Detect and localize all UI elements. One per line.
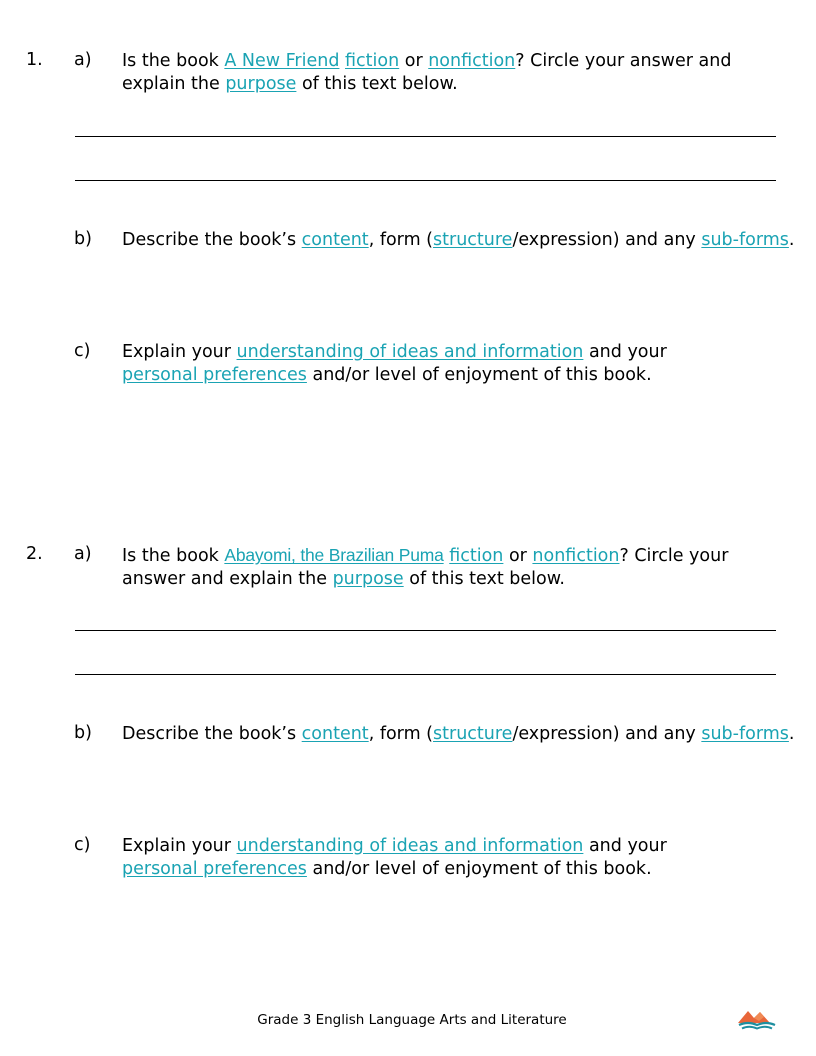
prompt-text: Is the book: [122, 51, 225, 71]
content-link[interactable]: content: [301, 230, 369, 250]
prompt-text: Explain your: [122, 836, 237, 856]
footer-text: Grade 3 English Language Arts and Literature: [257, 1012, 567, 1028]
answer-line[interactable]: [75, 630, 776, 631]
prompt-text: and/or level of enjoyment of this book.: [306, 365, 652, 385]
structure-link[interactable]: structure: [433, 724, 513, 744]
question-1c-prompt: [122, 341, 747, 387]
question-1b-letter: b): [74, 229, 92, 249]
fiction-link[interactable]: fiction: [345, 51, 400, 71]
content-link[interactable]: content: [301, 724, 369, 744]
question-2b-prompt: [122, 723, 802, 746]
structure-link[interactable]: structure: [433, 230, 513, 250]
prompt-text: and your: [583, 836, 667, 856]
prompt-text: /expression) and any: [512, 724, 702, 744]
personal-preferences-link[interactable]: personal preferences: [122, 859, 307, 879]
purpose-link[interactable]: purpose: [332, 569, 404, 589]
prompt-text: Describe the book’s: [122, 724, 302, 744]
answer-line[interactable]: [75, 674, 776, 675]
prompt-text: ? Circle your answer and explain the: [122, 546, 729, 589]
fiction-link[interactable]: fiction: [449, 546, 504, 566]
question-2a-letter: a): [74, 544, 92, 564]
answer-line[interactable]: [75, 180, 776, 181]
prompt-text: Explain your: [122, 342, 237, 362]
prompt-text: or: [399, 51, 429, 71]
prompt-text: , form (: [368, 230, 434, 250]
sub-forms-link[interactable]: sub-forms: [701, 230, 789, 250]
mountain-book-logo-icon: [736, 1006, 778, 1037]
sub-forms-link[interactable]: sub-forms: [701, 724, 789, 744]
question-2c-prompt: [122, 835, 747, 881]
understanding-link[interactable]: understanding of ideas and information: [236, 342, 584, 362]
nonfiction-link[interactable]: nonfiction: [532, 546, 620, 566]
answer-line[interactable]: [75, 136, 776, 137]
question-1c-letter: c): [74, 341, 91, 361]
question-2a-prompt: [122, 544, 782, 591]
question-1b-prompt: [122, 229, 802, 252]
prompt-text: or: [503, 546, 533, 566]
book-title-link[interactable]: Abayomi, the Brazilian Puma: [224, 545, 444, 565]
prompt-text: of this text below.: [403, 569, 565, 589]
question-2b-letter: b): [74, 723, 92, 743]
question-1a-prompt: [122, 50, 762, 96]
question-2-number: 2.: [26, 544, 43, 564]
prompt-text: .: [788, 724, 795, 744]
prompt-text: , form (: [368, 724, 434, 744]
prompt-text: /expression) and any: [512, 230, 702, 250]
prompt-text: .: [788, 230, 795, 250]
question-1-number: 1.: [26, 50, 43, 70]
prompt-text: ? Circle your answer and explain the: [122, 51, 732, 94]
question-2c-letter: c): [74, 835, 91, 855]
prompt-text: and your: [583, 342, 667, 362]
prompt-text: Is the book: [122, 546, 225, 566]
prompt-text: and/or level of enjoyment of this book.: [306, 859, 652, 879]
question-1a-letter: a): [74, 50, 92, 70]
personal-preferences-link[interactable]: personal preferences: [122, 365, 307, 385]
prompt-text: Describe the book’s: [122, 230, 302, 250]
prompt-text: of this text below.: [296, 74, 458, 94]
book-title-link[interactable]: A New Friend: [224, 51, 340, 71]
purpose-link[interactable]: purpose: [225, 74, 297, 94]
nonfiction-link[interactable]: nonfiction: [428, 51, 516, 71]
understanding-link[interactable]: understanding of ideas and information: [236, 836, 584, 856]
